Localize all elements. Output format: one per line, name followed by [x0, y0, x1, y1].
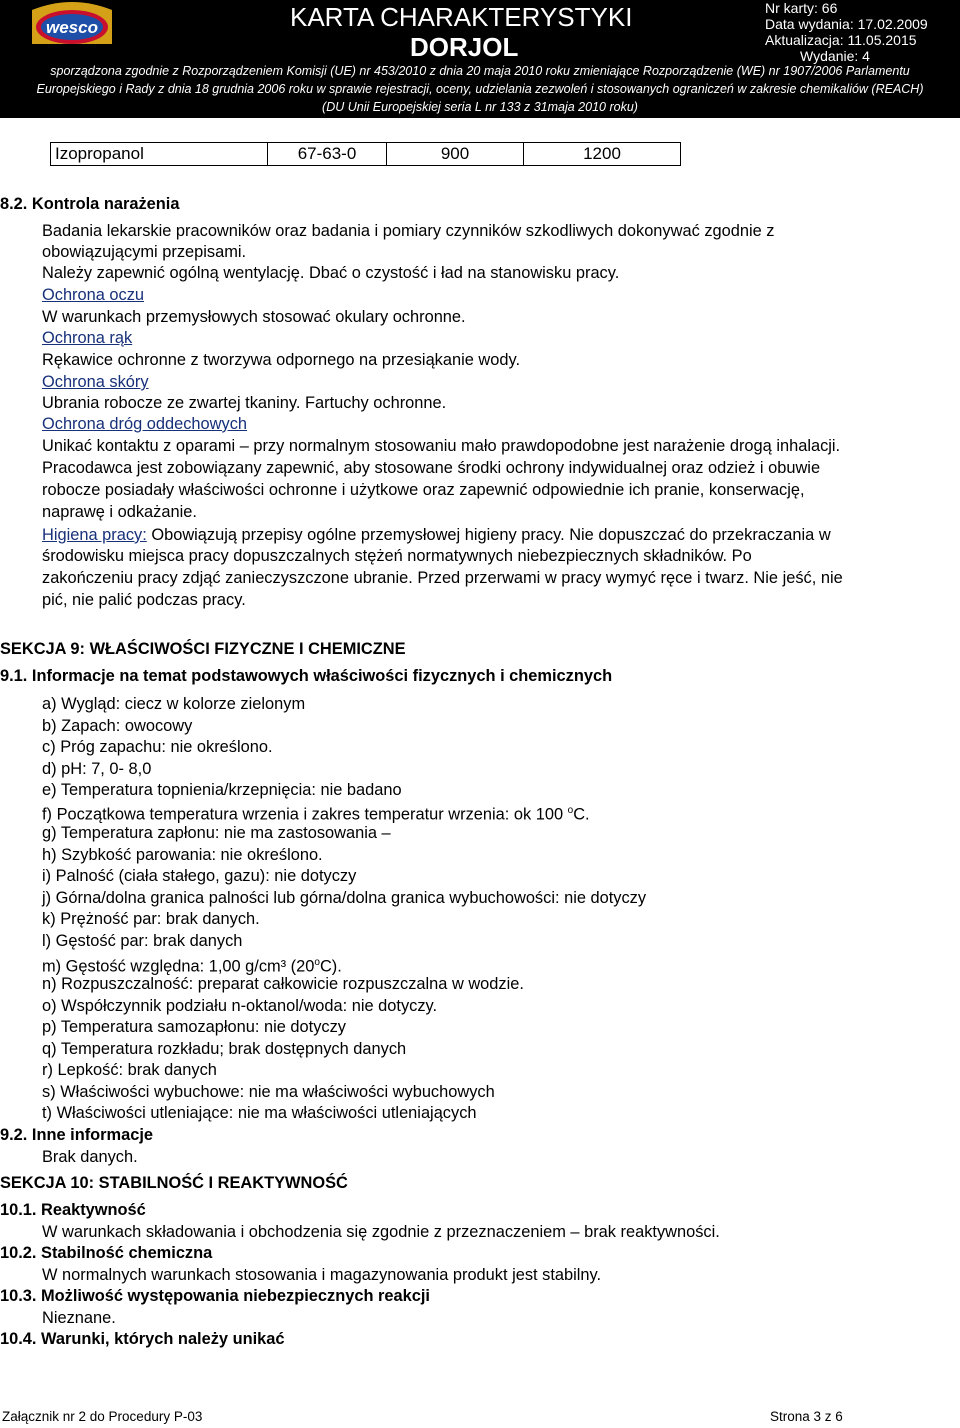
section-heading: 8.2. Kontrola narażenia — [0, 195, 180, 213]
list-item: q) Temperatura rozkładu; brak dostępnych danych — [42, 1040, 407, 1058]
section-heading: SEKCJA 10: STABILNOŚĆ I REAKTYWNOŚĆ — [0, 1174, 348, 1192]
paragraph: W warunkach składowania i obchodzenia się zgodnie z przeznaczeniem – brak reaktywności. — [42, 1223, 720, 1241]
issue-date: Data wydania: 17.02.2009 — [765, 16, 928, 32]
document-meta — [765, 0, 928, 64]
subsection-heading: 9.2. Inne informacje — [0, 1126, 154, 1144]
list-item: b) Zapach: owocowy — [42, 717, 193, 735]
list-item — [42, 953, 342, 976]
table-row — [51, 143, 681, 166]
paragraph: Ubrania robocze ze zwartej tkaniny. Fartuchy ochronne. — [42, 394, 447, 412]
list-item-text: m) Gęstość względna: 1,00 g/cm³ (20 — [42, 957, 315, 976]
list-item: e) Temperatura topnienia/krzepnięcia: nie badano — [42, 781, 402, 799]
paragraph: obowiązującymi przepisami. — [42, 243, 247, 261]
update-date: Aktualizacja: 11.05.2015 — [765, 32, 917, 48]
regulation-line-3: (DU Unii Europejskiej seria L nr 133 z 31maja 2010 roku) — [322, 100, 638, 114]
table-cell: 1200 — [524, 143, 681, 166]
paragraph: Brak danych. — [42, 1148, 138, 1166]
list-item: p) Temperatura samozapłonu: nie dotyczy — [42, 1018, 346, 1036]
page-number: Strona 3 z 6 — [770, 1409, 843, 1424]
list-item: l) Gęstość par: brak danych — [42, 932, 243, 950]
list-item: a) Wygląd: ciecz w kolorze zielonym — [42, 695, 306, 713]
list-item: o) Współczynnik podziału n-oktanol/woda: nie dotyczy. — [42, 997, 438, 1015]
subsection-heading: 10.1. Reaktywność — [0, 1201, 146, 1219]
subsection-heading: 10.4. Warunki, których należy unikać — [0, 1330, 285, 1348]
section-heading: SEKCJA 9: WŁAŚCIWOŚCI FIZYCZNE I CHEMICZNE — [0, 640, 406, 658]
list-item: i) Palność (ciała stałego, gazu): nie dotyczy — [42, 867, 357, 885]
paragraph: pić, nie palić podczas pracy. — [42, 591, 246, 609]
svg-text:wesco: wesco — [46, 18, 98, 37]
document-header — [0, 0, 960, 118]
list-item: t) Właściwości utleniające: nie ma właściwości utleniających — [42, 1104, 477, 1122]
list-item: h) Szybkość parowania: nie określono. — [42, 846, 323, 864]
list-item-text: C. — [573, 805, 590, 824]
list-item: n) Rozpuszczalność: preparat całkowicie rozpuszczalna w wodzie. — [42, 975, 524, 993]
table-cell: 67-63-0 — [268, 143, 387, 166]
paragraph: Unikać kontaktu z oparami – przy normalnym stosowaniu mało prawdopodobne jest narażenie drogą inhalacji. — [42, 437, 841, 455]
paragraph: Rękawice ochronne z tworzywa odpornego na przesiąkanie wody. — [42, 351, 521, 369]
product-name: DORJOL — [410, 32, 519, 62]
list-item: j) Górna/dolna granica palności lub górna/dolna granica wybuchowości: nie dotyczy — [42, 889, 647, 907]
superscript: o — [314, 957, 320, 968]
subheading-skin: Ochrona skóry — [42, 373, 149, 391]
list-item: d) pH: 7, 0- 8,0 — [42, 760, 152, 778]
exposure-limits-table — [50, 142, 681, 166]
card-number: Nr karty: 66 — [765, 0, 838, 16]
subsection-heading: 9.1. Informacje na temat podstawowych właściwości fizycznych i chemicznych — [0, 667, 613, 685]
list-item-text: f) Początkowa temperatura wrzenia i zakres temperatur wrzenia: ok 100 — [42, 805, 568, 824]
table-cell: 900 — [387, 143, 524, 166]
document-title: KARTA CHARAKTERYSTYKI — [290, 2, 633, 32]
list-item: c) Próg zapachu: nie określono. — [42, 738, 273, 756]
footer-left: Załącznik nr 2 do Procedury P-03 — [2, 1409, 203, 1424]
paragraph — [42, 525, 831, 545]
paragraph: naprawę i odkażanie. — [42, 503, 197, 521]
paragraph: Badania lekarskie pracowników oraz badania i pomiary czynników szkodliwych dokonywać zgodnie z — [42, 222, 775, 240]
regulation-line-2: Europejskiego i Rady z dnia 18 grudnia 2006 roku w sprawie rejestracji, oceny, udzielania zezwoleń i stosowanych ograniczeń w zakresie chemikaliów (REACH) — [36, 82, 924, 96]
paragraph: robocze posiadały właściwości ochronne i użytkowe oraz zapewnić odpowiednie ich pranie, konserwację, — [42, 481, 805, 499]
paragraph: środowisku miejsca pracy dopuszczalnych stężeń normatywnych niebezpiecznych składników. Po — [42, 547, 752, 565]
subheading-eyes: Ochrona oczu — [42, 286, 145, 304]
subheading-hands: Ochrona rąk — [42, 329, 133, 347]
subsection-heading: 10.3. Możliwość występowania niebezpiecznych reakcji — [0, 1287, 430, 1305]
wesco-logo — [22, 0, 122, 50]
list-item — [42, 801, 590, 824]
regulation-line-1: sporządzona zgodnie z Rozporządzeniem Komisji (UE) nr 453/2010 z dnia 20 maja 2010 roku zmieniające Rozporządzenie (WE) nr 1907/2006 Parlamentu — [50, 64, 910, 78]
list-item-text: C). — [319, 957, 342, 976]
edition: Wydanie: 4 — [800, 48, 870, 64]
subsection-heading: 10.2. Stabilność chemiczna — [0, 1244, 213, 1262]
paragraph: Nieznane. — [42, 1309, 116, 1327]
paragraph: zakończeniu pracy zdjąć zanieczyszczone ubranie. Przed przerwami w pracy wymyć ręce i twarz. Nie jeść, nie — [42, 569, 843, 587]
list-item: s) Właściwości wybuchowe: nie ma właściwości wybuchowych — [42, 1083, 495, 1101]
paragraph: Należy zapewnić ogólną wentylację. Dbać o czystość i ład na stanowisku pracy. — [42, 264, 620, 282]
subheading-respiratory: Ochrona dróg oddechowych — [42, 415, 248, 433]
table-cell: Izopropanol — [51, 143, 268, 166]
list-item: k) Prężność par: brak danych. — [42, 910, 260, 928]
paragraph: W normalnych warunkach stosowania i magazynowania produkt jest stabilny. — [42, 1266, 602, 1284]
paragraph: W warunkach przemysłowych stosować okulary ochronne. — [42, 308, 466, 326]
subheading-hygiene: Higiena pracy: — [42, 526, 147, 544]
superscript: o — [567, 805, 574, 816]
list-item: r) Lepkość: brak danych — [42, 1061, 217, 1079]
paragraph: Pracodawca jest zobowiązany zapewnić, aby stosowane środki ochrony indywidualnej oraz odzież i obuwie — [42, 459, 821, 477]
list-item: g) Temperatura zapłonu: nie ma zastosowania – — [42, 824, 391, 842]
paragraph-text: Obowiązują przepisy ogólne przemysłowej higieny pracy. Nie dopuszczać do przekraczania w — [146, 526, 831, 544]
